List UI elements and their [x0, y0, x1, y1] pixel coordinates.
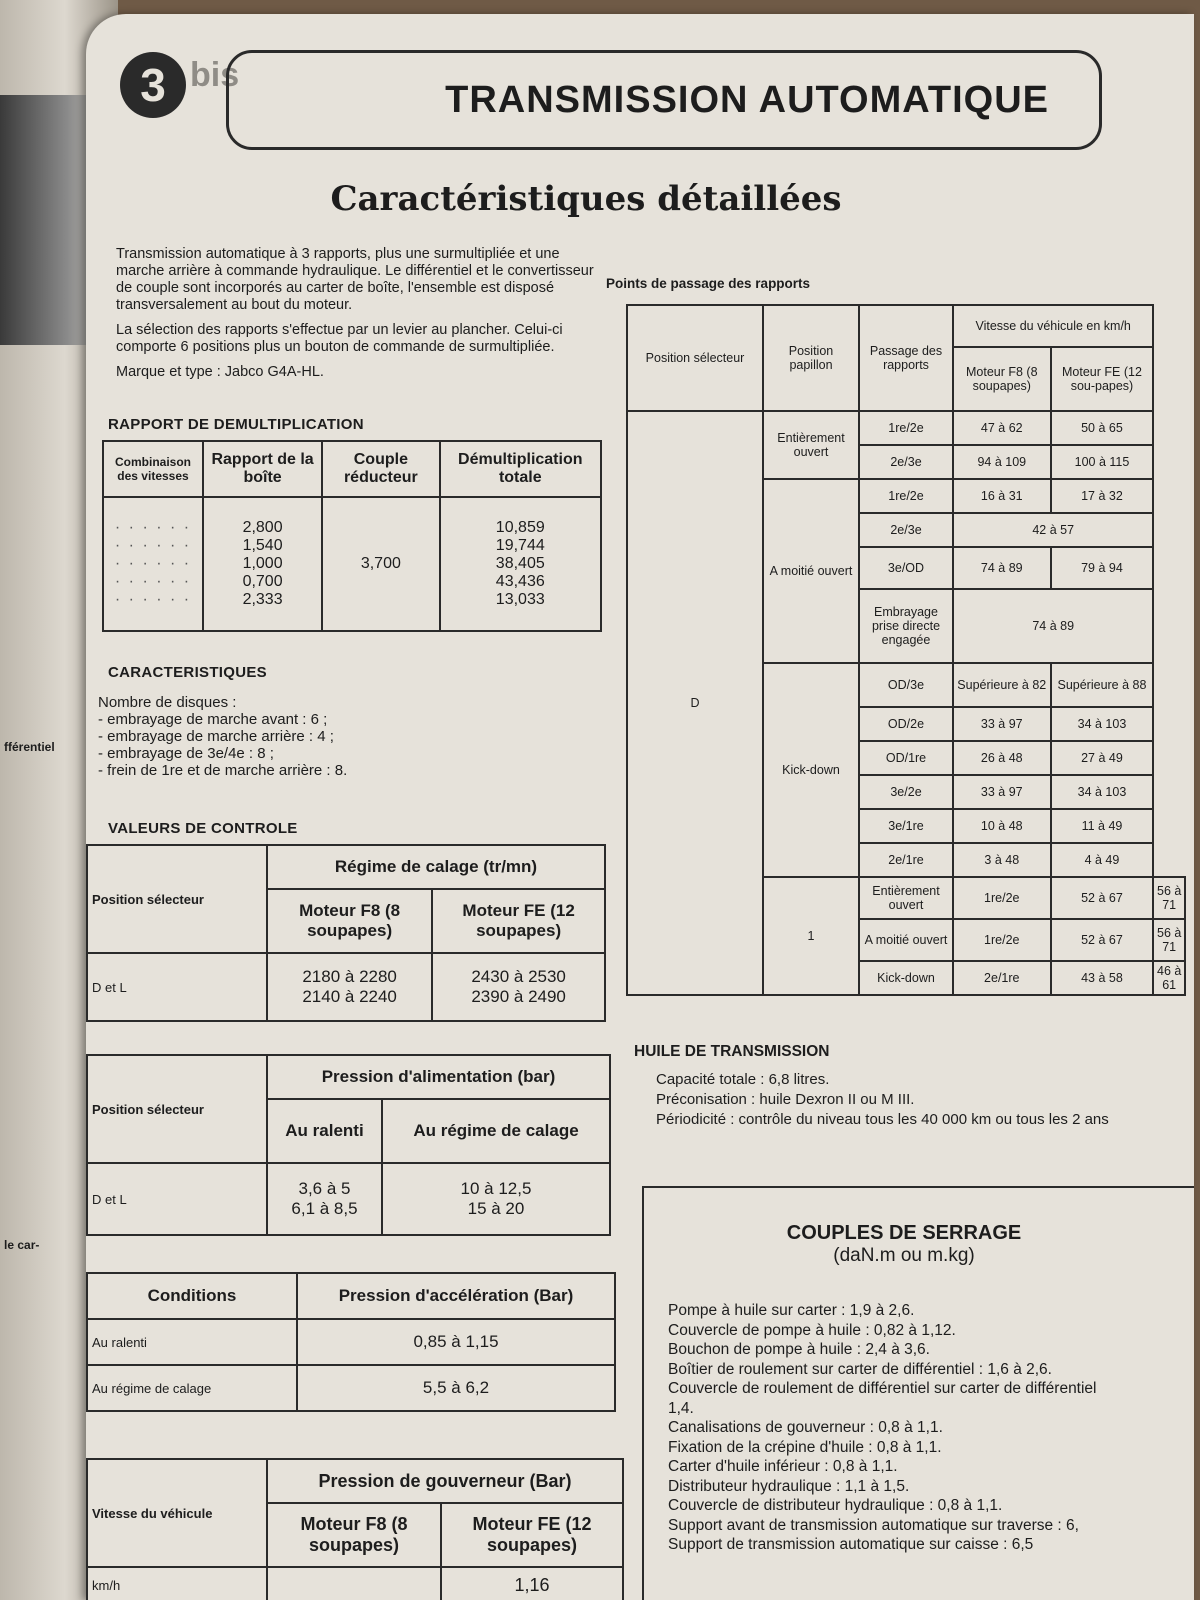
alim-value: 15 à 20: [467, 1199, 525, 1218]
passage-shift: 2e/3e: [859, 445, 953, 479]
demult-header: Couple réducteur: [322, 441, 439, 497]
accel-value: 0,85 à 1,15: [297, 1319, 615, 1365]
alim-row-label: D et L: [87, 1163, 267, 1235]
passage-speed: 11 à 49: [1051, 809, 1154, 843]
passage-pass-header: Passage des rapports: [859, 305, 953, 411]
alim-calage-header: Au régime de calage: [382, 1099, 610, 1163]
couples-list: [668, 1301, 1194, 1555]
gouv-fe-value: 1,16: [441, 1567, 623, 1600]
passage-pap: A moitié ouvert: [859, 919, 953, 961]
passage-speed: 94 à 109: [953, 445, 1051, 479]
passage-speed: 56 à 71: [1153, 877, 1185, 919]
passage-speed: 17 à 32: [1051, 479, 1154, 513]
passage-shift: 2e/3e: [859, 513, 953, 547]
couples-line: Bouchon de pompe à huile : 2,4 à 3,6.: [668, 1341, 930, 1358]
section-subtitle: Caractéristiques détaillées: [330, 179, 842, 219]
passage-shift: 1re/2e: [859, 411, 953, 445]
rapport-value: 1,000: [242, 555, 283, 572]
passage-shift: 1re/2e: [859, 479, 953, 513]
rapport-value: 2,333: [242, 591, 283, 608]
passage-speed: Supérieure à 88: [1051, 663, 1154, 707]
left-page-fragment: le car-: [4, 1238, 40, 1252]
calage-value: 2140 à 2240: [302, 987, 397, 1006]
demult-header: Démultiplication totale: [440, 441, 601, 497]
couples-line: Boîtier de roulement sur carter de différentiel : 1,6 à 2,6.: [668, 1360, 1052, 1378]
calage-value: 2430 à 2530: [471, 967, 566, 986]
alim-ralenti-header: Au ralenti: [267, 1099, 382, 1163]
calage-table: [86, 844, 606, 1022]
chapter-suffix: bis: [190, 56, 240, 94]
demult-couple-cell: 3,700: [322, 497, 439, 631]
passage-shift: OD/1re: [859, 741, 953, 775]
passage-speed: 50 à 65: [1051, 411, 1154, 445]
gouv-fe-header: Moteur FE (12 soupapes): [441, 1503, 623, 1567]
calage-value: 2390 à 2490: [471, 987, 566, 1006]
rapport-value: 1,540: [242, 537, 283, 554]
caract-list: [98, 694, 598, 779]
passage-speed: 52 à 67: [1051, 877, 1154, 919]
acceleration-table: [86, 1272, 616, 1412]
couples-line: Couvercle de distributeur hydraulique : 0,8 à 1,1.: [668, 1497, 1003, 1514]
passage-pap-header: Position papillon: [763, 305, 859, 411]
huile-section: [634, 1042, 1194, 1130]
huile-line: Capacité totale : 6,8 litres.: [656, 1071, 830, 1088]
gouverneur-table: [86, 1458, 624, 1600]
demult-rapport-cell: [203, 497, 322, 631]
couples-unit: (daN.m ou m.kg): [833, 1245, 975, 1266]
passage-pos-d: D: [627, 411, 763, 995]
accel-row-label: Au ralenti: [87, 1319, 297, 1365]
accel-row-label: Au régime de calage: [87, 1365, 297, 1411]
passage-pap: Entièrement ouvert: [763, 411, 859, 479]
passage-shift: OD/3e: [859, 663, 953, 707]
demult-title: RAPPORT DE DEMULTIPLICATION: [108, 416, 364, 433]
alim-value: 6,1 à 8,5: [291, 1199, 358, 1218]
couples-line: Support avant de transmission automatique sur traverse : 6,: [668, 1516, 1079, 1534]
caract-title: CARACTERISTIQUES: [108, 664, 267, 681]
passage-pap: Kick-down: [763, 663, 859, 877]
caract-line: Nombre de disques :: [98, 694, 237, 711]
passage-speed: 27 à 49: [1051, 741, 1154, 775]
alim-group-header: Pression d'alimentation (bar): [267, 1055, 610, 1099]
caract-line: - embrayage de 3e/4e : 8 ;: [98, 745, 274, 762]
passage-shift: 2e/1re: [953, 961, 1051, 995]
intro-paragraph: Transmission automatique à 3 rapports, plus une surmultipliée et une marche arrière à commande hydraulique. Le différentiel et le convertisseur de couple sont incorporés au carter de boîte, l'ensemble est disposé transversalement au bout du moteur.: [116, 246, 594, 313]
passage-pos-header: Position sélecteur: [627, 305, 763, 411]
controle-title: VALEURS DE CONTROLE: [108, 820, 298, 837]
passage-speed: 34 à 103: [1051, 775, 1154, 809]
demult-header: Combinaison des vitesses: [103, 441, 203, 497]
left-page-fragment: fférentiel: [4, 740, 55, 754]
couples-line: Distributeur hydraulique : 1,1 à 1,5.: [668, 1477, 910, 1495]
passage-shift: 3e/2e: [859, 775, 953, 809]
calage-fe-header: Moteur FE (12 soupapes): [432, 889, 605, 953]
couples-line: Pompe à huile sur carter : 1,9 à 2,6.: [668, 1302, 915, 1319]
passage-speed: 100 à 115: [1051, 445, 1154, 479]
couples-line: Carter d'huile inférieur : 0,8 à 1,1.: [668, 1458, 898, 1475]
rapport-value: 0,700: [242, 573, 283, 590]
total-value: 43,436: [495, 573, 545, 590]
couples-line: Fixation de la crépine d'huile : 0,8 à 1,1.: [668, 1438, 942, 1456]
rapport-value: 2,800: [242, 519, 283, 536]
passage-speed: 26 à 48: [953, 741, 1051, 775]
passage-shift: 1re/2e: [953, 877, 1051, 919]
passage-speed: Supérieure à 82: [953, 663, 1051, 707]
calage-fe-values: [432, 953, 605, 1021]
page-title-box: [226, 50, 1102, 150]
passage-speed: 74 à 89: [953, 547, 1051, 589]
alim-ralenti-values: [267, 1163, 382, 1235]
passage-vit-header: Vitesse du véhicule en km/h: [953, 305, 1153, 347]
huile-title: HUILE DE TRANSMISSION: [634, 1043, 830, 1060]
passage-speed: 16 à 31: [953, 479, 1051, 513]
passage-speed: 43 à 58: [1051, 961, 1154, 995]
calage-row-label: D et L: [87, 953, 267, 1021]
caract-line: - frein de 1re et de marche arrière : 8.: [98, 762, 348, 779]
alim-value: 10 à 12,5: [460, 1179, 532, 1198]
passage-speed: 34 à 103: [1051, 707, 1154, 741]
passage-speed: 56 à 71: [1153, 919, 1185, 961]
couples-line: 1,4.: [668, 1399, 694, 1417]
passage-pap: Entièrement ouvert: [859, 877, 953, 919]
passage-speed: 74 à 89: [953, 589, 1153, 663]
passage-table: [626, 304, 1186, 996]
intro-text: [116, 246, 606, 389]
passage-speed: 79 à 94: [1051, 547, 1154, 589]
alim-col-header: Position sélecteur: [87, 1055, 267, 1163]
demult-total-cell: [440, 497, 601, 631]
passage-shift: 3e/1re: [859, 809, 953, 843]
couples-line: Couvercle de pompe à huile : 0,82 à 1,12.: [668, 1321, 956, 1339]
intro-paragraph: La sélection des rapports s'effectue par un levier au plancher. Celui-ci comporte 6 positions plus un bouton de commande de surmultipliée.: [116, 322, 563, 355]
passage-shift: 3e/OD: [859, 547, 953, 589]
huile-line: Préconisation : huile Dexron II ou M III.: [656, 1091, 915, 1108]
passage-shift: 1re/2e: [953, 919, 1051, 961]
demult-combination-cell: · · · · · · · · · · · · · · · · · · · · · · · · · · · · · ·: [103, 497, 203, 631]
couples-line: Canalisations de gouverneur : 0,8 à 1,1.: [668, 1419, 943, 1436]
alim-calage-values: [382, 1163, 610, 1235]
passage-shift: OD/2e: [859, 707, 953, 741]
passage-speed: 47 à 62: [953, 411, 1051, 445]
calage-col-header: Position sélecteur: [87, 845, 267, 953]
couples-line: Couvercle de roulement de différentiel sur carter de différentiel: [668, 1380, 1097, 1397]
passage-title: Points de passage des rapports: [606, 276, 811, 291]
page-title: TRANSMISSION AUTOMATIQUE: [445, 78, 1049, 121]
passage-speed: 10 à 48: [953, 809, 1051, 843]
huile-line: Périodicité : contrôle du niveau tous les 40 000 km ou tous les 2 ans: [656, 1111, 1109, 1128]
passage-shift: 2e/1re: [859, 843, 953, 877]
couples-title: COUPLES DE SERRAGE: [786, 1222, 1022, 1244]
alim-value: 3,6 à 5: [298, 1179, 351, 1198]
calage-f8-header: Moteur F8 (8 soupapes): [267, 889, 432, 953]
total-value: 38,405: [495, 555, 545, 572]
passage-speed: 42 à 57: [953, 513, 1153, 547]
passage-shift: Embrayage prise directe engagée: [859, 589, 953, 663]
caract-line: - embrayage de marche arrière : 4 ;: [98, 728, 334, 745]
passage-pap: A moitié ouvert: [763, 479, 859, 663]
gouv-col-header: Vitesse du véhicule: [87, 1459, 267, 1567]
gouv-row-label: km/h: [87, 1567, 267, 1600]
total-value: 13,033: [495, 591, 545, 608]
gouv-group-header: Pression de gouverneur (Bar): [267, 1459, 623, 1503]
calage-f8-values: [267, 953, 432, 1021]
accel-value-header: Pression d'accélération (Bar): [297, 1273, 615, 1319]
couples-line: Support de transmission automatique sur caisse : 6,5: [668, 1536, 1034, 1553]
gouv-f8-value: [267, 1567, 441, 1600]
passage-fe-header: Moteur FE (12 sou-papes): [1051, 347, 1154, 411]
accel-value: 5,5 à 6,2: [297, 1365, 615, 1411]
demult-table: [102, 440, 602, 632]
passage-pap: Kick-down: [859, 961, 953, 995]
calage-group-header: Régime de calage (tr/mn): [267, 845, 605, 889]
caract-line: - embrayage de marche avant : 6 ;: [98, 711, 328, 728]
passage-speed: 46 à 61: [1153, 961, 1185, 995]
gouv-f8-header: Moteur F8 (8 soupapes): [267, 1503, 441, 1567]
alimentation-table: [86, 1054, 611, 1236]
intro-paragraph: Marque et type : Jabco G4A-HL.: [116, 364, 324, 380]
couples-box: [642, 1186, 1194, 1600]
document-page: [86, 14, 1194, 1600]
passage-f8-header: Moteur F8 (8 soupapes): [953, 347, 1051, 411]
passage-speed: 33 à 97: [953, 775, 1051, 809]
passage-pos-1: 1: [763, 877, 859, 995]
total-value: 10,859: [495, 519, 545, 536]
passage-speed: 33 à 97: [953, 707, 1051, 741]
demult-header: Rapport de la boîte: [203, 441, 322, 497]
chapter-badge: 3: [120, 52, 186, 118]
passage-speed: 3 à 48: [953, 843, 1051, 877]
passage-speed: 52 à 67: [1051, 919, 1154, 961]
calage-value: 2180 à 2280: [302, 967, 397, 986]
total-value: 19,744: [495, 537, 545, 554]
accel-col-header: Conditions: [87, 1273, 297, 1319]
passage-speed: 4 à 49: [1051, 843, 1154, 877]
